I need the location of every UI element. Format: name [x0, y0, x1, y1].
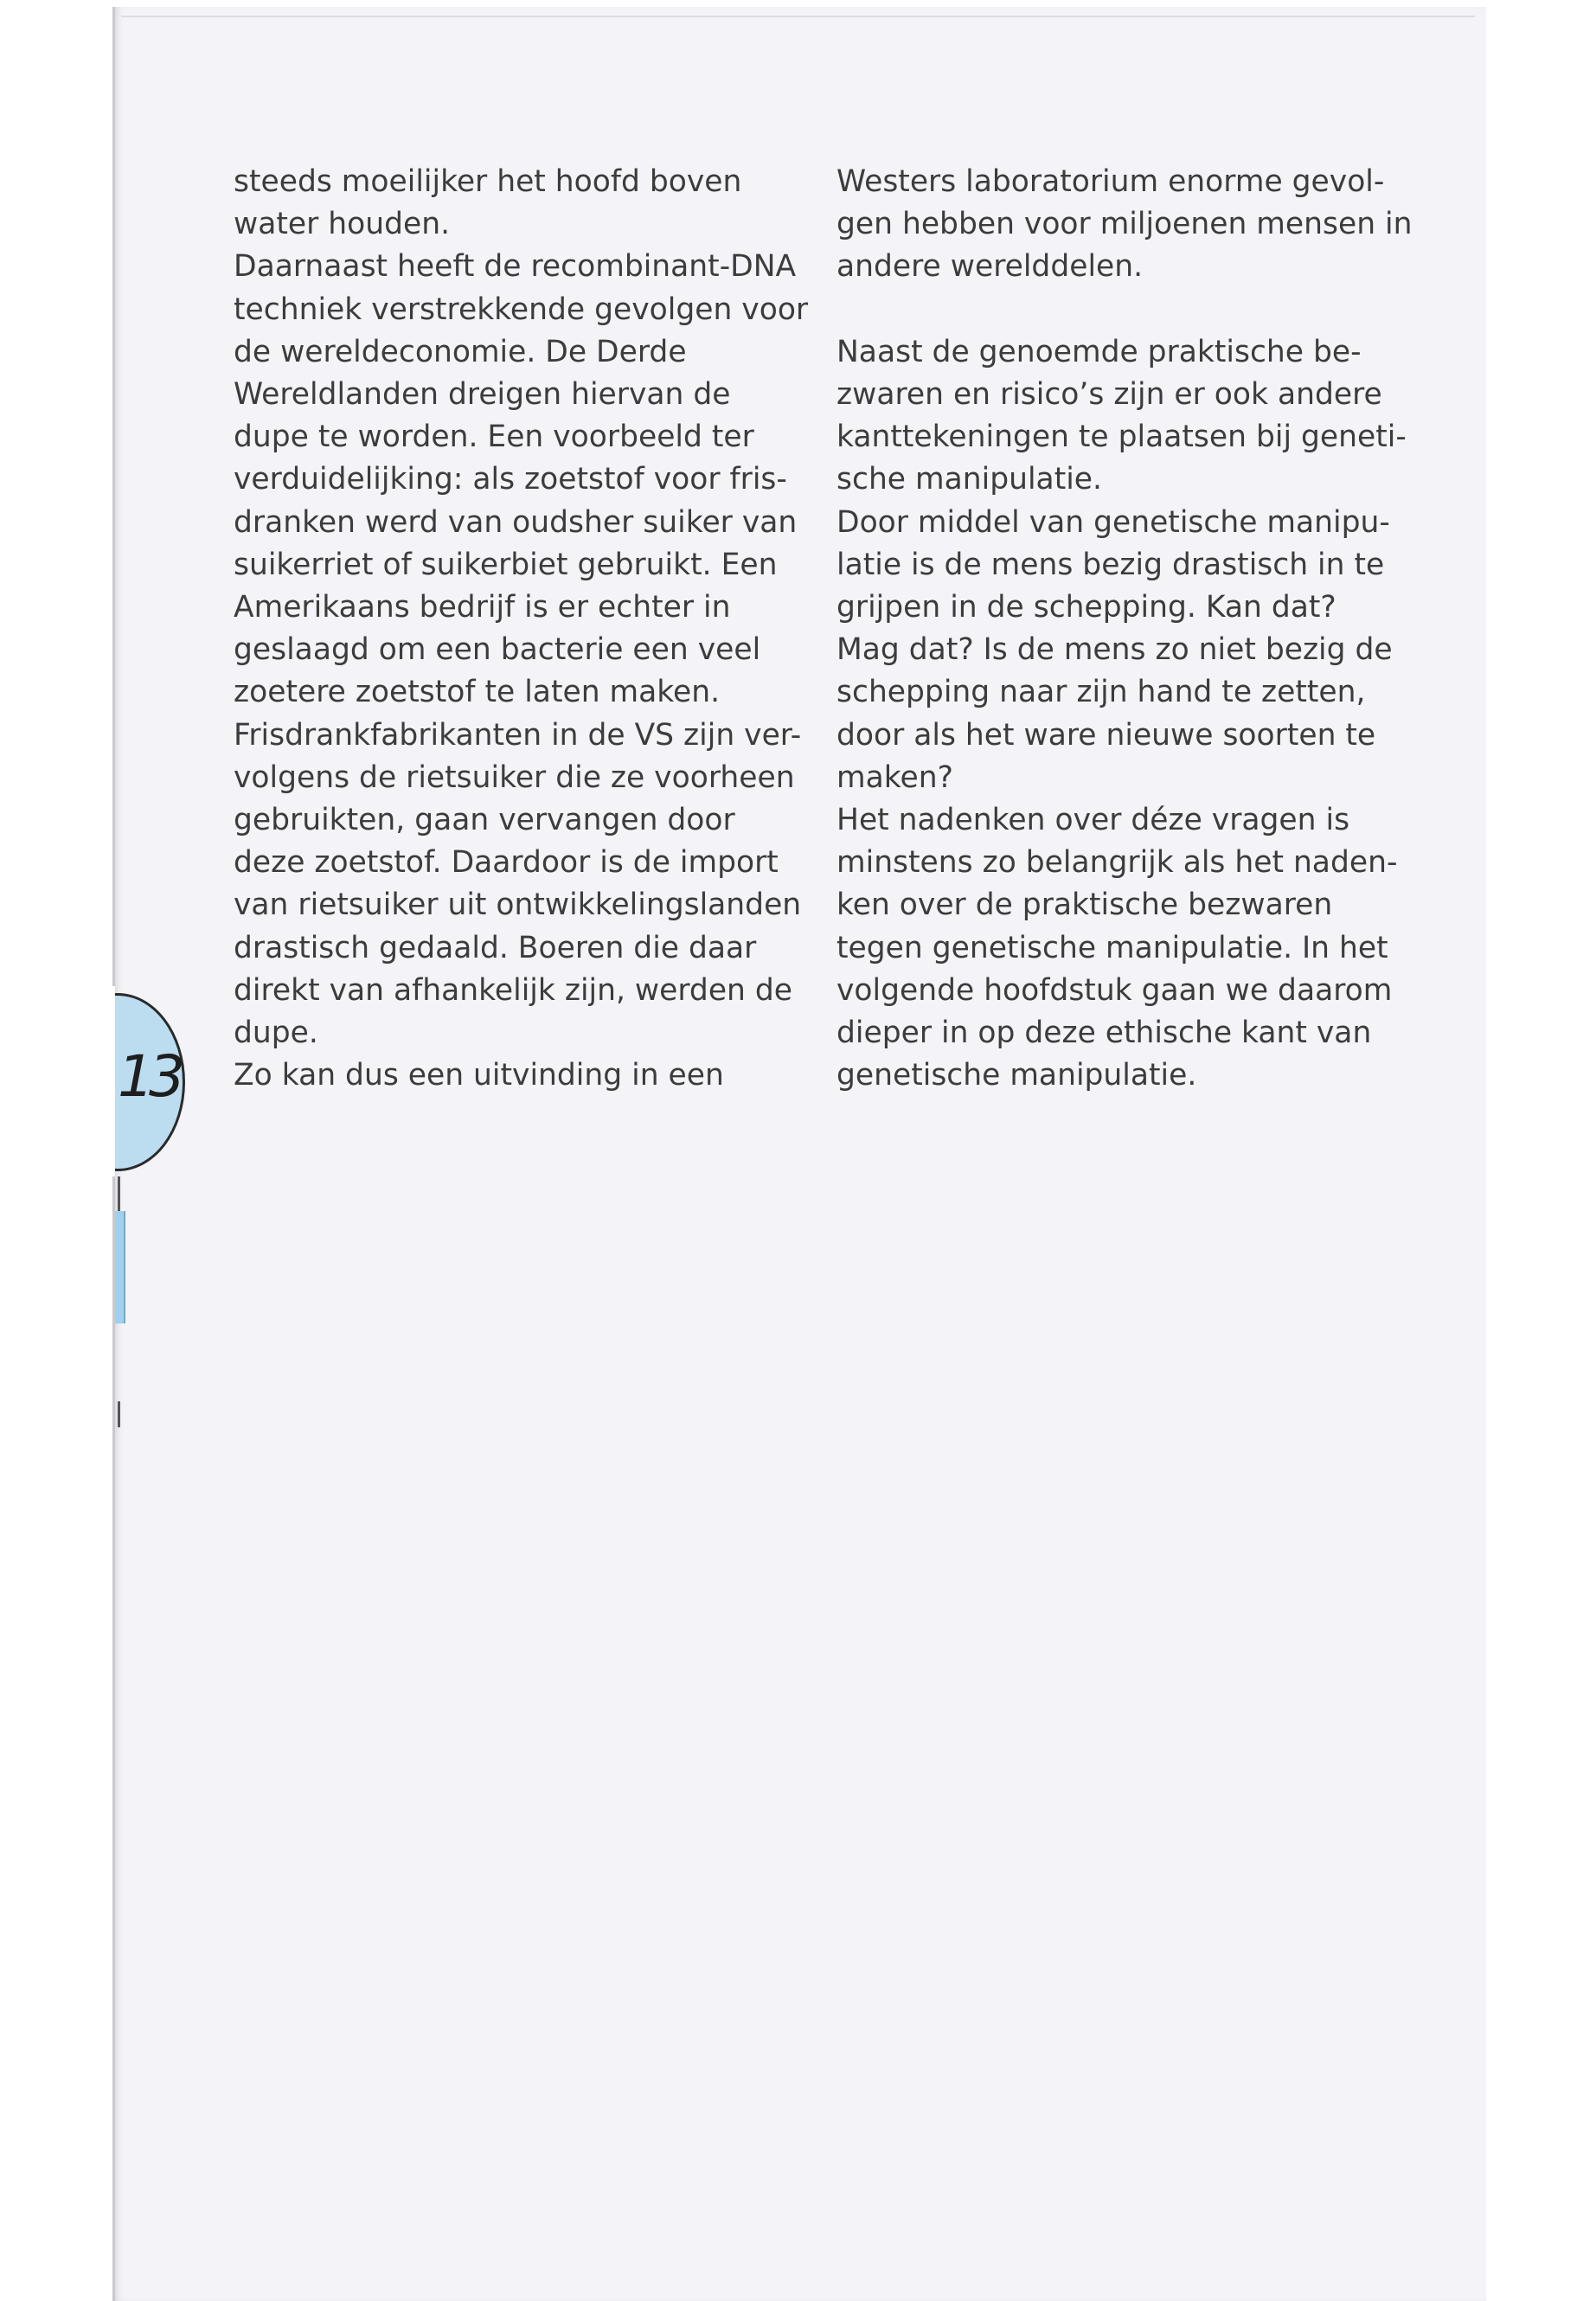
- page-badge-outside-mask: [0, 986, 115, 1176]
- left-column-line: de wereldeconomie. De Derde: [234, 334, 687, 369]
- page-top-edge: [121, 16, 1475, 17]
- left-column-line: dupe.: [234, 1016, 318, 1051]
- left-column-line: verduidelijking: als zoetstof voor fris-: [234, 462, 787, 497]
- right-column-line: kanttekeningen te plaatsen bij geneti-: [836, 420, 1407, 455]
- left-column-line: Wereldlanden dreigen hiervan de: [234, 377, 731, 413]
- paragraph-gap: [836, 289, 1390, 331]
- left-column-line: Amerikaans bedrijf is er echter in: [234, 590, 731, 625]
- right-column-line: schepping naar zijn hand te zetten,: [836, 675, 1366, 710]
- left-column-line: drastisch gedaald. Boeren die daar: [234, 930, 757, 965]
- side-tick-mark: [118, 1176, 120, 1211]
- right-column-line: zwaren en risico’s zijn er ook andere: [836, 377, 1382, 412]
- right-column-line: Mag dat? Is de mens zo niet bezig de: [836, 632, 1393, 668]
- left-column-line: Zo kan dus een uitvinding in een: [234, 1058, 724, 1093]
- right-text-column: [836, 161, 1413, 1097]
- left-column-line: techniek verstrekkende gevolgen voor: [234, 292, 809, 327]
- left-column-line: dranken werd van oudsher suiker van: [234, 504, 798, 540]
- left-column-line: Daarnaast heeft de recombinant-DNA: [234, 249, 797, 285]
- right-column-line: Door middel van genetische manipu-: [836, 504, 1390, 540]
- right-column-line: Naast de genoemde praktische be-: [836, 334, 1362, 369]
- side-tick-mark: [118, 1401, 120, 1427]
- right-column-line: grijpen in de schepping. Kan dat?: [836, 590, 1336, 625]
- left-column-line: gebruikten, gaan vervangen door: [234, 803, 735, 838]
- right-column-line: ken over de praktische bezwaren: [836, 888, 1333, 923]
- left-column-line: direkt van afhankelijk zijn, werden de: [234, 972, 793, 1008]
- right-column-line: dieper in op deze ethische kant van: [836, 1016, 1372, 1051]
- left-column-line: zoetere zoetstof te laten maken.: [234, 675, 721, 710]
- right-column-line: genetische manipulatie.: [836, 1058, 1197, 1093]
- right-column-line: latie is de mens bezig drastisch in te: [836, 547, 1385, 582]
- left-column-line: suikerriet of suikerbiet gebruikt. Een: [234, 547, 778, 582]
- side-color-strip: [115, 1211, 125, 1324]
- left-column-line: water houden.: [234, 207, 451, 242]
- right-column-line: maken?: [836, 760, 953, 795]
- left-column-line: dupe te worden. Een voorbeeld ter: [234, 420, 754, 455]
- right-column-line: volgende hoofdstuk gaan we daarom: [836, 972, 1393, 1008]
- left-text-column: [234, 161, 809, 1097]
- right-column-line: tegen genetische manipulatie. In het: [836, 930, 1388, 965]
- left-column-line: geslaagd om een bacterie een veel: [234, 632, 761, 668]
- right-column-line: gen hebben voor miljoenen mensen in: [836, 207, 1413, 242]
- right-column-line: minstens zo belangrijk als het naden-: [836, 845, 1398, 881]
- right-column-line: Westers laboratorium enorme gevol-: [836, 164, 1385, 199]
- right-column-line: door als het ware nieuwe soorten te: [836, 717, 1376, 753]
- left-column-line: Frisdrankfabrikanten in de VS zijn ver-: [234, 717, 802, 753]
- left-column-line: van rietsuiker uit ontwikkelingslanden: [234, 888, 802, 923]
- left-column-line: volgens de rietsuiker die ze voorheen: [234, 760, 795, 795]
- page-number: 13: [118, 1043, 180, 1110]
- right-column-line: Het nadenken over déze vragen is: [836, 803, 1350, 838]
- left-column-line: steeds moeilijker het hoofd boven: [234, 164, 742, 199]
- right-column-line: sche manipulatie.: [836, 462, 1102, 497]
- left-column-line: deze zoetstof. Daardoor is de import: [234, 845, 779, 881]
- right-column-line: andere werelddelen.: [836, 249, 1144, 285]
